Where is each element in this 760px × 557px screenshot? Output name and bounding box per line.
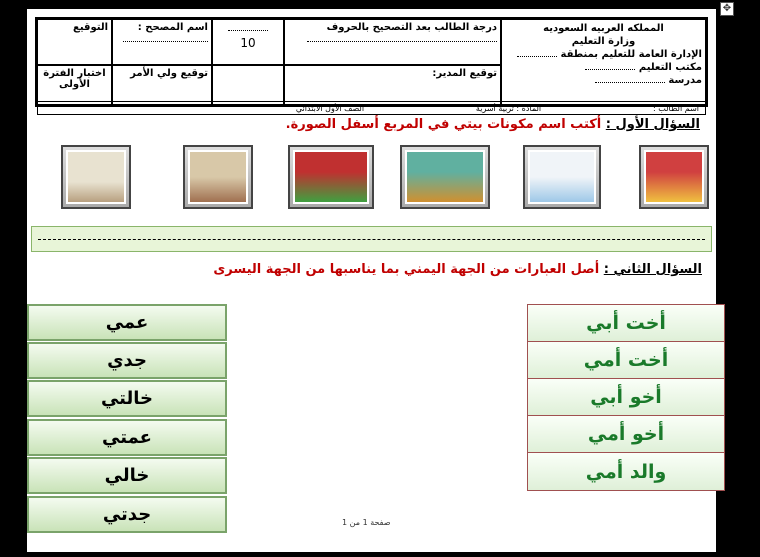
answer-band xyxy=(31,226,712,252)
guardian-sig-cell xyxy=(112,65,212,105)
exam-label: اختبار الفترة الأولى xyxy=(43,68,106,90)
corrector-label: اسم المصحح : xyxy=(137,22,208,33)
ministry-label: وزارة التعليم xyxy=(571,36,636,47)
right-item[interactable]: والد أمي xyxy=(528,453,724,490)
question-2-text: أصل العبارات من الجهة اليمني بما يناسبها من الجهة اليسرى xyxy=(213,262,600,277)
left-item[interactable]: جدتي xyxy=(27,496,227,533)
bathroom-image xyxy=(523,145,601,209)
principal-sig-label: توقيع المدير: xyxy=(432,68,497,79)
right-item[interactable]: أخت أمي xyxy=(528,342,724,379)
corrector-cell xyxy=(112,19,212,65)
page-number: صفحة 1 من 1 xyxy=(342,518,391,527)
living-room-image xyxy=(288,145,374,209)
school-info xyxy=(501,19,706,105)
question-1-title xyxy=(286,117,700,132)
student-info-bar xyxy=(37,101,706,115)
right-item[interactable]: أخت أبي xyxy=(528,305,724,342)
left-item[interactable]: خالي xyxy=(27,457,227,494)
bedroom-image xyxy=(639,145,709,209)
dining-room-image xyxy=(61,145,131,209)
move-handle-icon[interactable]: ✥ xyxy=(720,2,734,16)
signature-label: التوقيع xyxy=(73,22,108,33)
kingdom-label: المملكه العربيه السعوديه xyxy=(543,23,664,34)
left-item[interactable]: عمي xyxy=(27,304,227,341)
question-1-label: السؤال الأول : xyxy=(605,117,700,132)
grade-words-label: درجة الطالب بعد التصحيح بالحروف xyxy=(326,22,497,33)
guardian-sig-label: توقيع ولي الأمر xyxy=(130,68,208,79)
exam-cell xyxy=(37,65,112,105)
left-item[interactable]: خالتي xyxy=(27,380,227,417)
header-table xyxy=(35,17,708,107)
signature-cell xyxy=(37,19,112,65)
right-item[interactable]: أخو أمي xyxy=(528,416,724,453)
right-items-list xyxy=(527,304,725,491)
question-1-text: أكتب اسم مكونات بيتي في المربع أسفل الصورة. xyxy=(285,117,602,132)
kitchen-image xyxy=(183,145,253,209)
worksheet-page xyxy=(27,9,716,552)
score-empty-cell xyxy=(212,65,284,105)
right-item[interactable]: أخو أبي xyxy=(528,379,724,416)
question-2-title xyxy=(213,262,702,277)
office-label: مكتب التعليم xyxy=(505,61,702,74)
admin-label: الإدارة العامة للتعليم بمنطقة xyxy=(505,48,702,61)
living-room-2-image xyxy=(400,145,490,209)
score-cell xyxy=(212,19,284,65)
left-item[interactable]: عمتي xyxy=(27,419,227,456)
score-max: 10 xyxy=(240,36,256,50)
subject-label: المادة : تربية أسرية xyxy=(475,103,542,113)
student-name-label: اسم الطالب : xyxy=(653,103,699,113)
grade-label: الصف الأول الابتدائي xyxy=(295,103,365,113)
principal-sig-cell xyxy=(284,65,501,105)
question-2-label: السؤال الثاني : xyxy=(603,262,702,277)
school-label: مدرسة xyxy=(505,74,702,87)
grade-words-cell xyxy=(284,19,501,65)
left-item[interactable]: جدي xyxy=(27,342,227,379)
